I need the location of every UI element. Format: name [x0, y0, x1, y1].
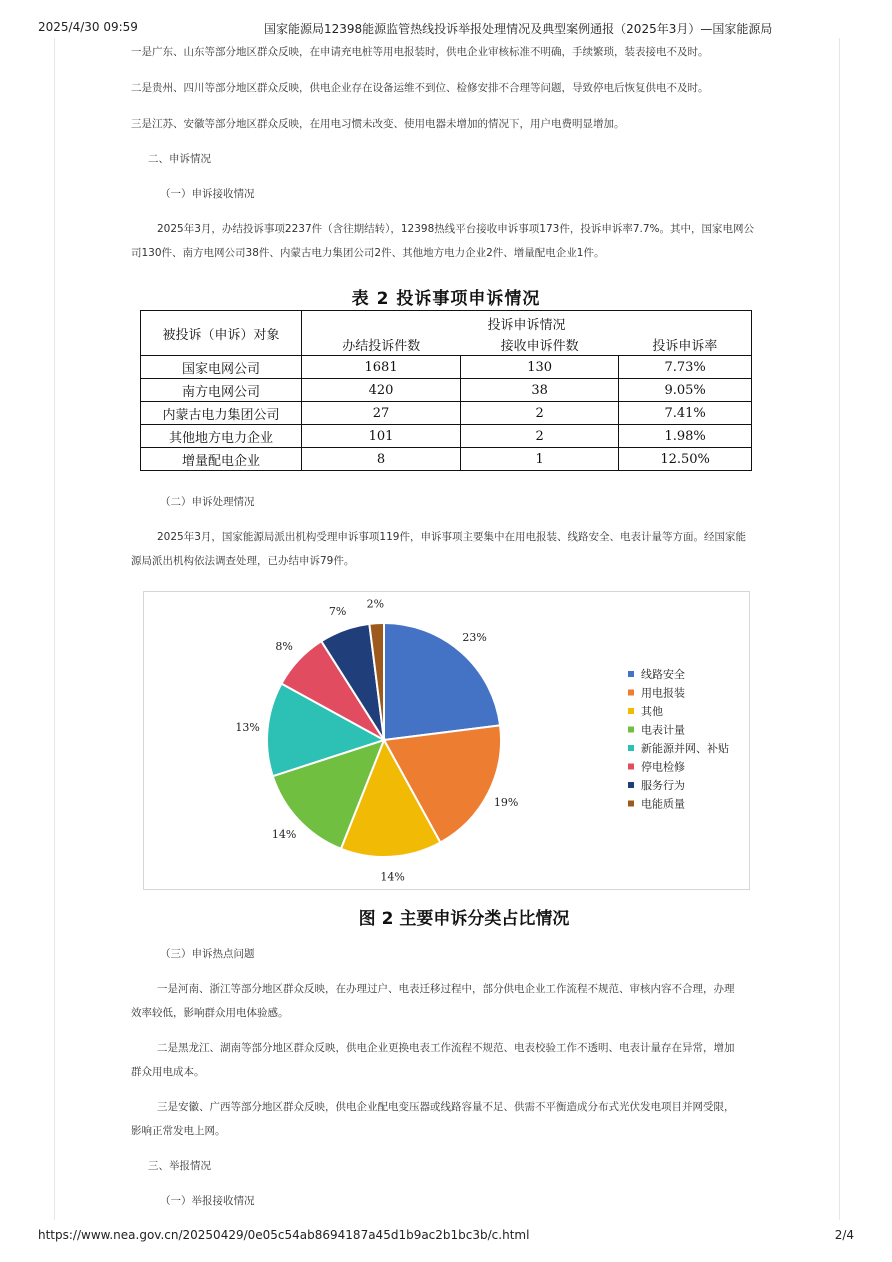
- legend-label: 用电报装: [641, 686, 685, 700]
- print-datetime: 2025/4/30 09:59: [38, 20, 138, 34]
- table-cell-object: 其他地方电力企业: [141, 425, 302, 448]
- paragraph-receipt-line-2: 司130件、南方电网公司38件、内蒙古电力集团公司2件、其他地方电力企业2件、增量配电企业1件。: [131, 247, 605, 259]
- pie-chart-frame: [143, 591, 750, 890]
- paragraph-hotspot-3: 三是江苏、安徽等部分地区群众反映，在用电习惯未改变、使用电器未增加的情况下，用户电费明显增加。: [131, 118, 625, 130]
- paragraph-hot2-line-2: 群众用电成本。: [131, 1066, 205, 1078]
- pie-chart: [144, 592, 749, 889]
- table-cell-rate: 1.98%: [619, 425, 752, 448]
- table-cell-rate: 12.50%: [619, 448, 752, 471]
- table-cell-object: 国家电网公司: [141, 356, 302, 379]
- table-header-row: [141, 311, 752, 334]
- paragraph-hot1-line-1: 一是河南、浙江等部分地区群众反映，在办理过户、电表迁移过程中，部分供电企业工作流程不规范、审核内容不合理，办理: [157, 983, 735, 995]
- table-cell-closed: 420: [302, 379, 461, 402]
- table-cell-object: 内蒙古电力集团公司: [141, 402, 302, 425]
- table-cell-received: 130: [461, 356, 619, 379]
- paragraph-receipt-line-1: 2025年3月，办结投诉事项2237件（含往期结转），12398热线平台接收申诉事项173件，投诉申诉率7.7%。其中，国家电网公: [157, 223, 754, 235]
- section-heading-appeals: 二、申诉情况: [148, 153, 211, 165]
- legend-swatch: [628, 764, 634, 770]
- paragraph-hotspot-2: 二是贵州、四川等部分地区群众反映，供电企业存在设备运维不到位、检修安排不合理等问题，导致停电后恢复供电不及时。: [131, 82, 709, 94]
- table-cell-received: 2: [461, 402, 619, 425]
- table-cell-rate: 7.41%: [619, 402, 752, 425]
- legend-label: 服务行为: [641, 779, 685, 792]
- table-header-group: 投诉申诉情况: [302, 311, 752, 334]
- paragraph-hot2-line-1: 二是黑龙江、湖南等部分地区群众反映，供电企业更换电表工作流程不规范、电表校验工作不透明、电表计量存在异常，增加: [157, 1042, 735, 1054]
- legend-swatch: [628, 708, 634, 714]
- table-row: [141, 402, 752, 425]
- subsection-heading-appeal-receipt: （一）申诉接收情况: [160, 188, 255, 200]
- subsection-heading-appeal-hotspots: （三）申诉热点问题: [160, 948, 255, 960]
- pie-slice-label: 8%: [275, 640, 293, 654]
- table-cell-received: 2: [461, 425, 619, 448]
- table-title: 表 2 投诉事项申诉情况: [351, 289, 541, 309]
- pie-slice-label: 14%: [380, 870, 405, 884]
- legend-label: 线路安全: [641, 668, 685, 681]
- subsection-heading-report-receipt: （一）举报接收情况: [160, 1195, 255, 1207]
- table-cell-closed: 1681: [302, 356, 461, 379]
- paragraph-hot1-line-2: 效率较低，影响群众用电体验感。: [131, 1007, 289, 1019]
- pie-slice-label: 19%: [493, 796, 519, 810]
- pie-slice-label: 7%: [328, 605, 347, 619]
- page-url: https://www.nea.gov.cn/20250429/0e05c54ab8694187a45d1b9ac2b1bc3b/c.html: [38, 1228, 530, 1242]
- table-header-object: 被投诉（申诉）对象: [141, 311, 302, 356]
- legend-swatch: [628, 690, 634, 696]
- appeals-table: [140, 310, 752, 471]
- legend-label: 电能质量: [641, 797, 685, 811]
- table-header-received: 接收申诉件数: [461, 333, 619, 356]
- legend-swatch: [628, 782, 634, 788]
- paragraph-hot3-line-1: 三是安徽、广西等部分地区群众反映，供电企业配电变压器或线路容量不足、供需不平衡造成分布式光伏发电项目并网受限，: [157, 1101, 735, 1113]
- legend-label: 其他: [641, 705, 663, 718]
- print-page-title: 国家能源局12398能源监管热线投诉举报处理情况及典型案例通报（2025年3月）—国家能源局: [264, 22, 773, 36]
- table-cell-rate: 9.05%: [619, 379, 752, 402]
- table-cell-received: 1: [461, 448, 619, 471]
- print-footer: [38, 1228, 854, 1246]
- table-row: [141, 425, 752, 448]
- table-cell-closed: 101: [302, 425, 461, 448]
- paragraph-hot3-line-2: 影响正常发电上网。: [131, 1125, 226, 1137]
- table-cell-object: 增量配电企业: [141, 448, 302, 471]
- table-header-closed: 办结投诉件数: [302, 333, 461, 356]
- legend-swatch: [628, 727, 634, 733]
- legend-swatch: [628, 801, 634, 807]
- table-header-rate: 投诉申诉率: [619, 333, 752, 356]
- paragraph-handling-line-1: 2025年3月，国家能源局派出机构受理申诉事项119件，申诉事项主要集中在用电报装、线路安全、电表计量等方面。经国家能: [157, 531, 746, 543]
- subsection-heading-appeal-handling: （二）申诉处理情况: [160, 496, 255, 508]
- table-cell-rate: 7.73%: [619, 356, 752, 379]
- paragraph-handling-line-2: 源局派出机构依法调查处理，已办结申诉79件。: [131, 555, 355, 567]
- paragraph-hotspot-1: 一是广东、山东等部分地区群众反映，在申请充电桩等用电报装时，供电企业审核标准不明确，手续繁琐，装表接电不及时。: [131, 46, 709, 58]
- table-cell-received: 38: [461, 379, 619, 402]
- pie-slice-label: 13%: [235, 721, 260, 735]
- table-row: [141, 356, 752, 379]
- table-row: [141, 379, 752, 402]
- pie-slice-label: 14%: [271, 827, 297, 841]
- legend-swatch: [628, 745, 634, 751]
- pie-slice-label: 2%: [366, 597, 385, 611]
- legend-label: 电表计量: [641, 723, 685, 737]
- legend-label: 停电检修: [641, 760, 685, 774]
- figure-caption: 图 2 主要申诉分类占比情况: [358, 909, 570, 929]
- table-cell-closed: 8: [302, 448, 461, 471]
- legend-swatch: [628, 671, 634, 677]
- table-row: [141, 448, 752, 471]
- table-cell-object: 南方电网公司: [141, 379, 302, 402]
- legend-label: 新能源并网、补贴: [641, 742, 729, 755]
- section-heading-reports: 三、举报情况: [148, 1160, 211, 1172]
- page-number: 2/4: [834, 1228, 854, 1242]
- pie-slice-label: 23%: [462, 631, 487, 645]
- table-cell-closed: 27: [302, 402, 461, 425]
- print-header: [38, 20, 854, 38]
